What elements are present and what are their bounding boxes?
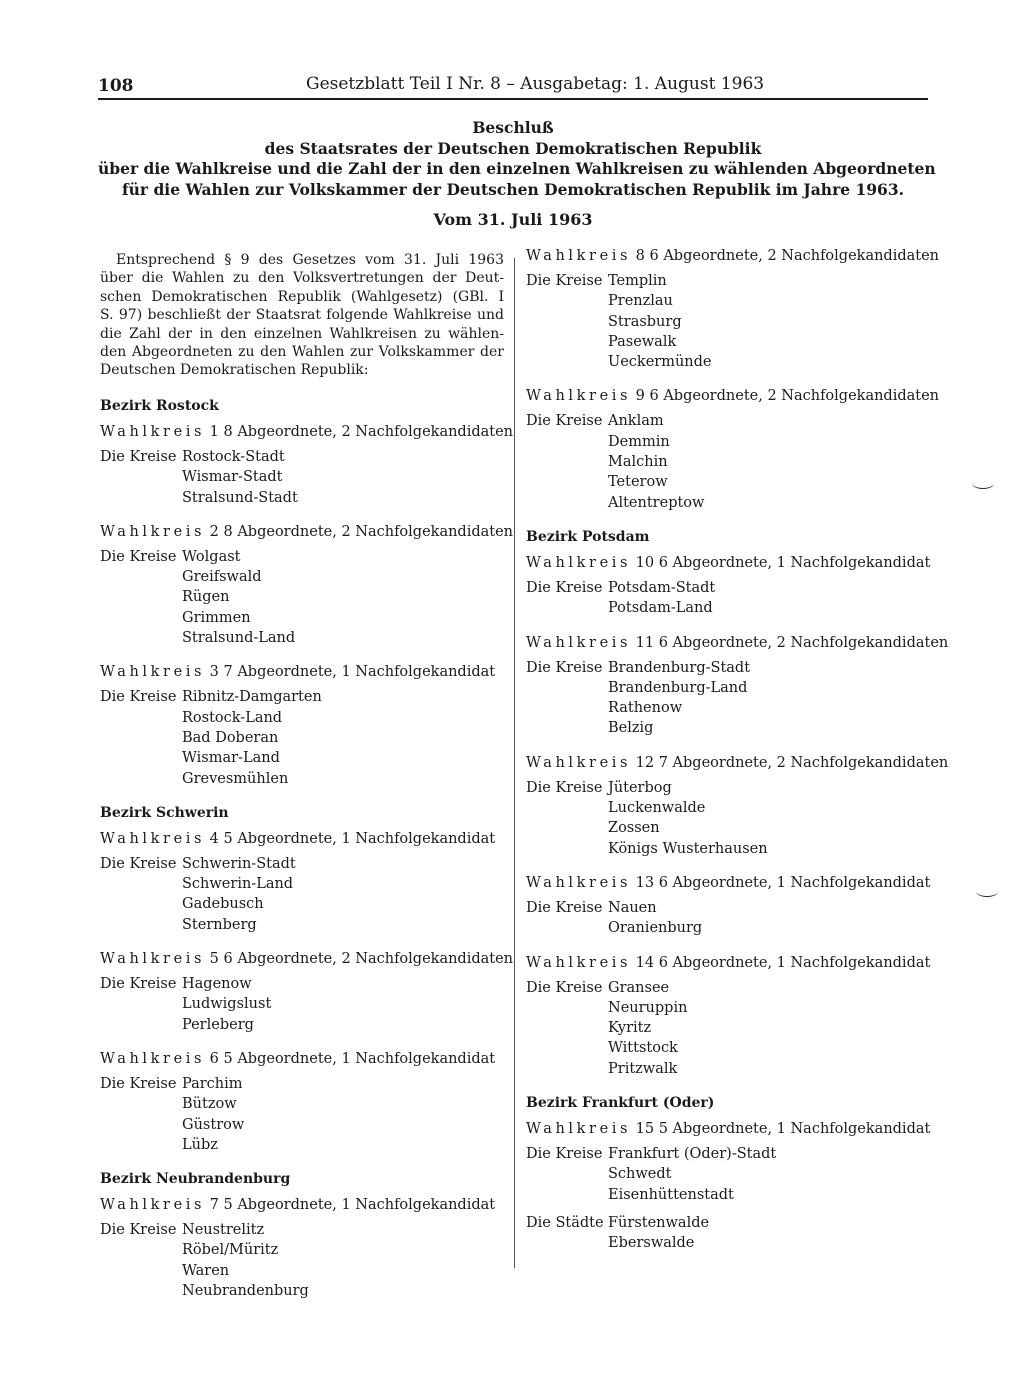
wahlkreis-number: 5	[209, 951, 219, 968]
resolution-date: Vom 31. Juli 1963	[433, 210, 593, 229]
staedte-label: Die Städte	[526, 1214, 604, 1231]
kreise-label: Die Kreise	[526, 779, 603, 796]
wahlkreis-line	[526, 248, 946, 264]
kreise-list	[182, 1074, 244, 1155]
kreise-label: Die Kreise	[526, 273, 603, 289]
kreise-row	[526, 411, 946, 512]
wahlkreis-block	[100, 664, 510, 788]
kreise-list	[608, 658, 750, 739]
wahlkreis-block	[526, 955, 946, 1079]
wahlkreis-number: 4	[209, 830, 219, 847]
wahlkreis-line	[526, 555, 946, 571]
kreise-row	[526, 1144, 946, 1205]
kreis-name: Teterow	[608, 474, 668, 491]
kreis-name: Belzig	[608, 720, 654, 737]
wahlkreis-word: Wahlkreis	[100, 523, 206, 540]
kreise-list	[608, 271, 712, 372]
wahlkreis-seats: 5 Abgeordnete, 1 Nachfolgekandidat	[658, 1121, 931, 1138]
kreis-name: Stralsund-Stadt	[182, 489, 298, 506]
wahlkreis-number: 8	[635, 248, 645, 264]
wahlkreis-seats: 6 Abgeordnete, 2 Nachfolgekandidaten	[649, 248, 940, 264]
bezirk-heading: Bezirk Potsdam	[526, 528, 650, 545]
wahlkreis-block	[100, 523, 514, 648]
wahlkreis-line	[526, 754, 949, 771]
running-title: Gesetzblatt Teil I Nr. 8 – Ausgabetag: 1. August 1963	[306, 74, 765, 94]
left-column	[100, 386, 514, 1317]
wahlkreis-line	[526, 955, 946, 971]
margin-mark	[976, 886, 998, 897]
wahlkreis-seats: 5 Abgeordnete, 1 Nachfolgekandidat	[223, 1197, 496, 1214]
wahlkreis-number: 1	[209, 424, 219, 440]
kreis-name: Ludwigslust	[182, 996, 272, 1013]
kreis-name: Potsdam-Stadt	[608, 579, 716, 596]
kreise-row	[526, 978, 946, 1079]
kreis-name: Perleberg	[182, 1016, 254, 1033]
wahlkreis-number: 6	[209, 1050, 219, 1067]
right-column	[526, 248, 949, 1270]
title-line: über die Wahlkreise und die Zahl der in den einzelnen Wahlkreisen zu wählenden Abgeordneten	[98, 159, 936, 178]
header-rule	[98, 98, 928, 100]
kreis-name: Wittstock	[608, 1040, 678, 1057]
kreise-label: Die Kreise	[526, 579, 603, 596]
kreis-name: Röbel/Müritz	[182, 1242, 279, 1259]
kreis-name: Wismar-Stadt	[182, 469, 283, 486]
kreis-name: Anklam	[608, 413, 664, 430]
kreis-name: Malchin	[608, 454, 668, 471]
kreis-name: Grimmen	[182, 609, 251, 626]
wahlkreis-number: 11	[635, 634, 655, 651]
margin-mark	[972, 478, 994, 489]
wahlkreis-line	[100, 831, 510, 847]
kreis-name: Stralsund-Land	[182, 630, 296, 647]
intro-line: die Zahl der in den einzelnen Wahlkreisen zu wählen-	[100, 325, 504, 342]
kreis-name: Greifswald	[182, 569, 262, 586]
wahlkreis-word: Wahlkreis	[100, 830, 206, 847]
kreis-name: Sternberg	[182, 916, 257, 933]
wahlkreis-number: 9	[635, 388, 645, 405]
kreise-label: Die Kreise	[526, 1146, 603, 1163]
kreis-name: Parchim	[182, 1075, 243, 1092]
kreis-name: Ueckermünde	[608, 354, 712, 371]
wahlkreis-word: Wahlkreis	[100, 1197, 206, 1214]
wahlkreis-word: Wahlkreis	[100, 424, 206, 440]
column-divider	[514, 258, 515, 1268]
kreis-name: Ribnitz-Damgarten	[182, 689, 322, 706]
kreise-list	[182, 1220, 309, 1301]
kreis-name: Kyritz	[608, 1020, 652, 1037]
title-line: für die Wahlen zur Volkskammer der Deutschen Demokratischen Republik im Jahre 1963.	[121, 179, 905, 199]
kreis-name: Pasewalk	[608, 333, 677, 350]
intro-line: Deutschen Demokratischen Republik:	[100, 362, 369, 379]
title-line: Beschluß	[472, 118, 554, 137]
kreise-label: Die Kreise	[526, 899, 603, 916]
wahlkreis-number: 15	[635, 1121, 655, 1138]
wahlkreis-number: 3	[209, 664, 219, 681]
wahlkreis-block	[526, 248, 946, 372]
kreis-name: Frankfurt (Oder)-Stadt	[608, 1146, 777, 1163]
intro-paragraph	[100, 251, 504, 380]
wahlkreis-seats: 6 Abgeordnete, 1 Nachfolgekandidat	[658, 554, 931, 571]
kreis-name: Schwerin-Land	[182, 876, 294, 893]
staedte-list	[608, 1213, 709, 1254]
wahlkreis-seats: 6 Abgeordnete, 1 Nachfolgekandidat	[658, 874, 931, 891]
kreis-name: Bad Doberan	[182, 729, 279, 746]
kreis-name: Rathenow	[608, 700, 683, 717]
kreis-name: Templin	[608, 273, 667, 289]
kreis-name: Schwedt	[608, 1166, 672, 1183]
wahlkreis-seats: 6 Abgeordnete, 2 Nachfolgekandidaten	[223, 951, 514, 968]
wahlkreis-block	[526, 1121, 946, 1253]
wahlkreis-block	[100, 424, 514, 508]
kreis-name: Strasburg	[608, 313, 682, 330]
kreis-name: Rostock-Land	[182, 709, 283, 726]
stadt-name: Eberswalde	[608, 1235, 695, 1252]
kreis-name: Gransee	[608, 979, 670, 996]
wahlkreis-seats: 6 Abgeordnete, 2 Nachfolgekandidaten	[658, 634, 949, 651]
wahlkreis-word: Wahlkreis	[100, 1050, 206, 1067]
wahlkreis-line	[526, 1121, 946, 1137]
wahlkreis-block	[100, 831, 510, 935]
kreise-label: Die Kreise	[526, 979, 603, 996]
kreise-label: Die Kreise	[100, 548, 177, 565]
wahlkreis-block	[526, 634, 949, 739]
kreise-list	[608, 778, 768, 859]
wahlkreis-block	[100, 1051, 510, 1155]
kreis-name: Brandenburg-Stadt	[608, 659, 751, 676]
kreise-row	[100, 974, 510, 1035]
kreise-label: Die Kreise	[100, 689, 177, 706]
bezirk-heading: Bezirk Schwerin	[100, 804, 229, 821]
wahlkreis-block	[526, 754, 949, 859]
kreise-row	[526, 778, 946, 859]
wahlkreis-block	[526, 555, 946, 619]
kreis-name: Jüterbog	[608, 779, 672, 796]
kreise-label: Die Kreise	[100, 449, 177, 465]
kreise-row	[100, 547, 510, 648]
wahlkreis-word: Wahlkreis	[526, 874, 632, 891]
kreise-list	[608, 411, 704, 512]
kreise-label: Die Kreise	[100, 1222, 177, 1239]
kreise-row	[526, 658, 946, 739]
wahlkreis-number: 14	[635, 954, 655, 971]
wahlkreis-word: Wahlkreis	[100, 951, 206, 968]
wahlkreis-number: 2	[209, 523, 219, 540]
kreis-name: Altentreptow	[608, 494, 705, 511]
stadt-name: Fürstenwalde	[608, 1214, 710, 1231]
kreise-list	[182, 447, 298, 508]
wahlkreis-number: 7	[209, 1197, 219, 1214]
wahlkreis-seats: 6 Abgeordnete, 2 Nachfolgekandidaten	[649, 388, 940, 405]
wahlkreis-word: Wahlkreis	[526, 554, 632, 571]
bezirk-heading: Bezirk Neubrandenburg	[100, 1171, 291, 1188]
kreis-name: Brandenburg-Land	[608, 679, 748, 696]
kreise-label: Die Kreise	[100, 855, 177, 872]
kreis-name: Hagenow	[182, 976, 252, 993]
kreis-name: Prenzlau	[608, 293, 673, 310]
kreis-name: Nauen	[608, 899, 657, 916]
wahlkreis-word: Wahlkreis	[526, 634, 632, 651]
intro-line: über die Wahlen zu den Volksvertretungen der Deut-	[100, 270, 504, 287]
kreis-name: Neustrelitz	[182, 1222, 265, 1239]
kreis-name: Lübz	[182, 1136, 218, 1153]
kreis-name: Königs Wusterhausen	[608, 840, 768, 857]
wahlkreis-number: 12	[635, 754, 655, 771]
wahlkreis-line	[100, 1051, 510, 1067]
kreise-row	[100, 854, 510, 935]
kreise-label: Die Kreise	[100, 1075, 177, 1092]
kreis-name: Grevesmühlen	[182, 770, 289, 787]
kreise-row	[526, 271, 946, 372]
wahlkreis-line	[100, 523, 514, 540]
kreis-name: Waren	[182, 1262, 230, 1279]
kreise-row	[100, 1220, 510, 1301]
kreis-name: Wismar-Land	[182, 750, 280, 767]
wahlkreis-block	[526, 388, 946, 512]
kreis-name: Gadebusch	[182, 896, 264, 913]
intro-line: Entsprechend § 9 des Gesetzes vom 31. Juli 1963	[116, 252, 504, 268]
resolution-title	[98, 118, 936, 200]
kreis-name: Wolgast	[182, 548, 241, 565]
kreise-list	[608, 578, 715, 619]
wahlkreis-seats: 7 Abgeordnete, 2 Nachfolgekandidaten	[658, 754, 949, 771]
wahlkreis-word: Wahlkreis	[526, 248, 632, 264]
intro-line: S. 97) beschließt der Staatsrat folgende Wahlkreise und	[100, 307, 504, 324]
kreise-row	[526, 898, 946, 939]
wahlkreis-block	[100, 1197, 510, 1301]
intro-line: schen Demokratischen Republik (Wahlgesetz) (GBl. I	[100, 288, 504, 305]
kreis-name: Potsdam-Land	[608, 600, 713, 617]
bezirk-heading: Bezirk Rostock	[100, 398, 219, 414]
kreis-name: Rostock-Stadt	[182, 449, 285, 465]
wahlkreis-seats: 8 Abgeordnete, 2 Nachfolgekandidaten	[223, 523, 514, 540]
wahlkreis-seats: 5 Abgeordnete, 1 Nachfolgekandidat	[223, 1050, 496, 1067]
wahlkreis-seats: 5 Abgeordnete, 1 Nachfolgekandidat	[223, 830, 496, 847]
kreise-row	[100, 1074, 510, 1155]
wahlkreis-word: Wahlkreis	[526, 1121, 632, 1138]
kreis-name: Pritzwalk	[608, 1060, 678, 1077]
kreis-name: Oranienburg	[608, 920, 703, 937]
wahlkreis-line	[100, 424, 514, 440]
kreis-name: Demmin	[608, 433, 670, 450]
wahlkreis-seats: 8 Abgeordnete, 2 Nachfolgekandidaten	[223, 424, 514, 440]
kreis-name: Neuruppin	[608, 999, 688, 1016]
intro-line: den Abgeordneten zu den Wahlen zur Volkskammer der	[100, 344, 504, 361]
wahlkreis-number: 10	[635, 554, 655, 571]
wahlkreis-seats: 6 Abgeordnete, 1 Nachfolgekandidat	[658, 954, 931, 971]
kreis-name: Rügen	[182, 589, 230, 606]
kreis-name: Luckenwalde	[608, 800, 706, 817]
wahlkreis-seats: 7 Abgeordnete, 1 Nachfolgekandidat	[223, 664, 496, 681]
wahlkreis-word: Wahlkreis	[526, 754, 632, 771]
wahlkreis-block	[526, 875, 946, 939]
page-number: 108	[98, 76, 134, 96]
kreise-row	[526, 578, 946, 619]
wahlkreis-line	[100, 664, 510, 680]
staedte-row	[526, 1213, 946, 1254]
kreise-label: Die Kreise	[100, 976, 177, 993]
kreise-list	[608, 978, 687, 1079]
kreis-name: Zossen	[608, 820, 660, 837]
kreise-list	[182, 974, 271, 1035]
wahlkreis-word: Wahlkreis	[526, 954, 632, 971]
wahlkreis-word: Wahlkreis	[100, 664, 206, 681]
kreise-row	[100, 687, 510, 788]
kreise-list	[182, 547, 295, 648]
wahlkreis-block	[100, 951, 514, 1035]
kreise-list	[608, 898, 702, 939]
wahlkreis-line	[100, 1197, 510, 1213]
kreise-list	[182, 854, 296, 935]
wahlkreis-word: Wahlkreis	[526, 388, 632, 405]
kreise-row	[100, 447, 510, 508]
wahlkreis-line	[100, 951, 514, 968]
kreis-name: Eisenhüttenstadt	[608, 1186, 734, 1203]
kreise-list	[182, 687, 322, 788]
kreis-name: Bützow	[182, 1096, 237, 1113]
title-line: des Staatsrates der Deutschen Demokratischen Republik	[264, 138, 762, 158]
kreise-label: Die Kreise	[526, 413, 603, 430]
kreis-name: Güstrow	[182, 1116, 245, 1133]
kreis-name: Neubrandenburg	[182, 1283, 309, 1300]
wahlkreis-line	[526, 875, 946, 891]
bezirk-heading: Bezirk Frankfurt (Oder)	[526, 1095, 715, 1112]
wahlkreis-number: 13	[635, 874, 655, 891]
kreise-list	[608, 1144, 776, 1205]
wahlkreis-line	[526, 388, 946, 404]
kreise-label: Die Kreise	[526, 659, 603, 676]
kreis-name: Schwerin-Stadt	[182, 855, 296, 872]
wahlkreis-line	[526, 634, 949, 651]
